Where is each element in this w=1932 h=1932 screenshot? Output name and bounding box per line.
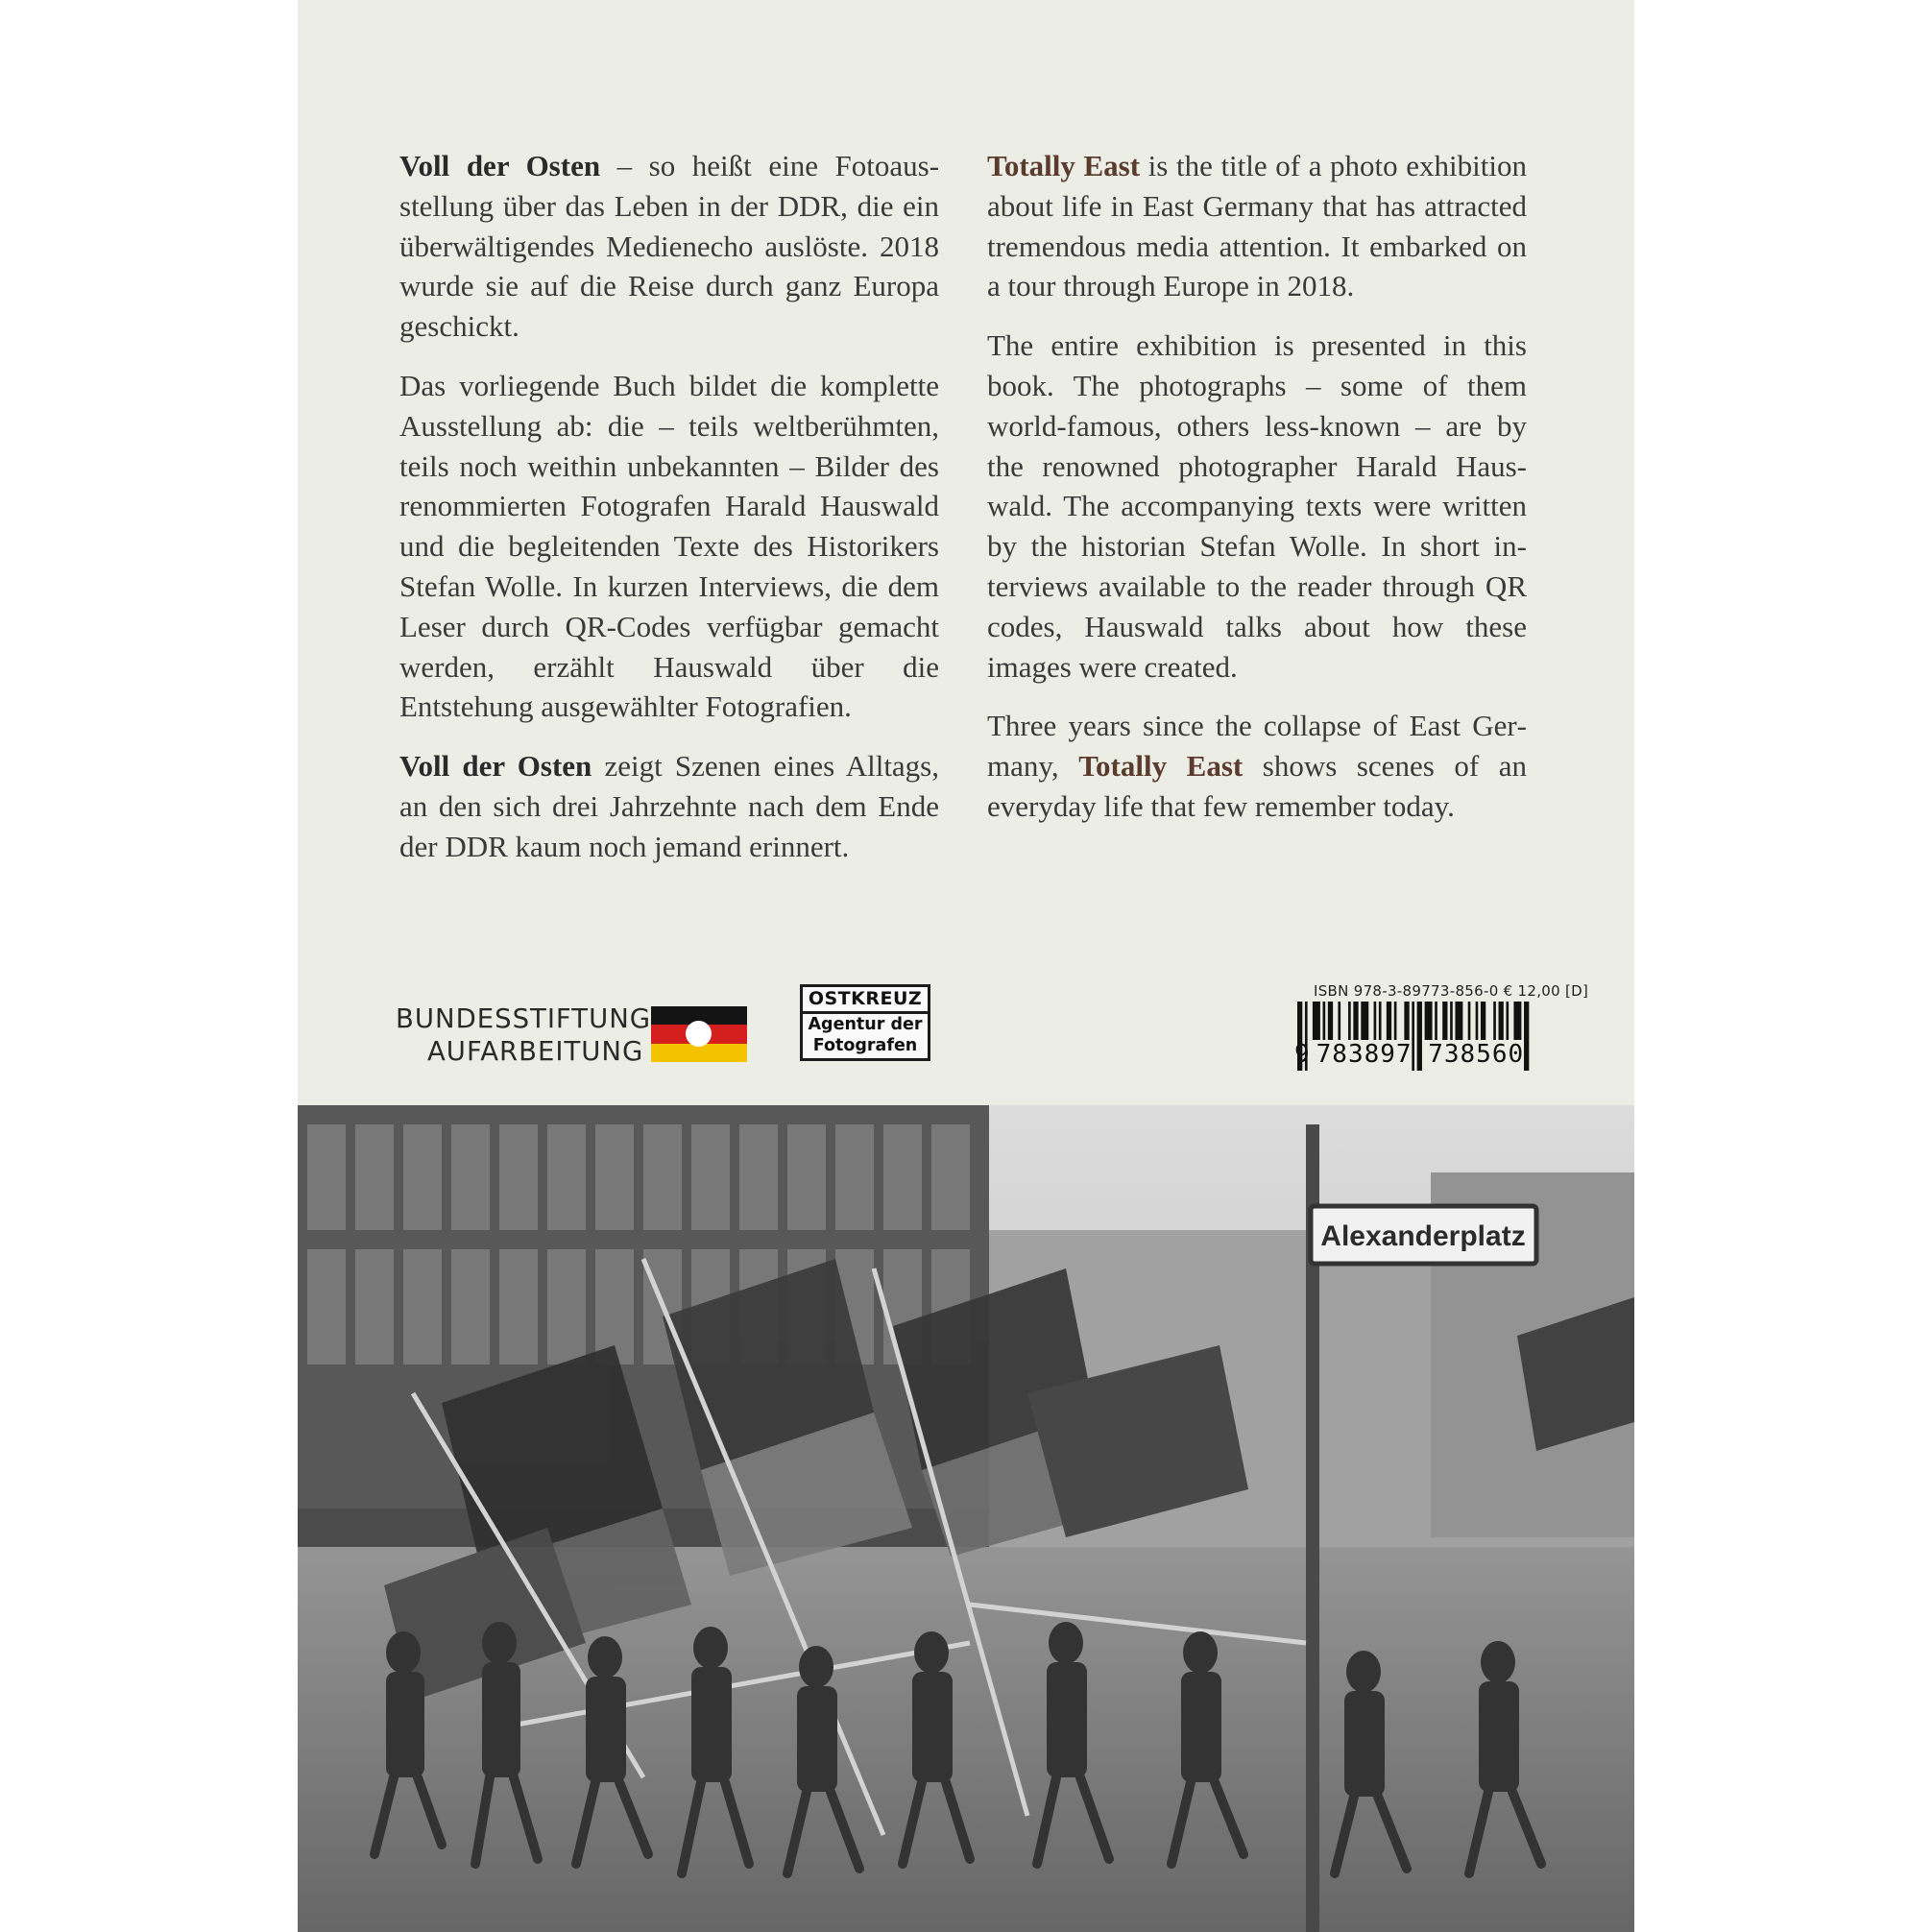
- german-title-bold-2: Voll der Osten: [399, 749, 592, 784]
- barcode-lead-digit: 9: [1294, 1040, 1311, 1069]
- book-back-cover: [298, 0, 1634, 1932]
- english-paragraph-3-text: shows scenes of an everyday life that few remember today.: [987, 749, 1527, 823]
- german-title-bold: Voll der Osten: [399, 149, 601, 182]
- barcode-number: 783897 738560: [1316, 1040, 1525, 1069]
- bundesstiftung-line-2: AUFARBEITUNG: [427, 1036, 644, 1067]
- ostkreuz-title: OSTKREUZ: [803, 987, 928, 1014]
- english-text-column: [987, 146, 1527, 846]
- ostkreuz-line-2: Fotografen: [812, 1036, 918, 1055]
- barcode-digits: [1294, 1040, 1524, 1069]
- german-flag-icon: [651, 1006, 747, 1062]
- english-paragraph-2: The entire exhibition is presented in this book. The photographs – some of them world-famous, others less-known – are by the renowned photographer Harald Hauswald. The accompanying texts were written by the historian Stefan Wolle. In short interviews available to the reader through QR codes, Hauswald talks about how these images were created.: [987, 328, 1527, 684]
- german-paragraph-2: Das vorliegende Buch bildet die komplette Ausstellung ab: die – teils weltberühmten, teils noch weithin unbekannten – Bilder des renommierten Fotografen Harald Hauswald und die begleitenden Texte des Historikers Stefan Wolle. In kurzen Interviews, die dem Leser durch QR-Codes verfügbar gemacht werden, erzählt Hauswald über die Entstehung ausgewählter Fotografien.: [399, 368, 939, 724]
- english-title-bold-2: Totally East: [1078, 749, 1244, 784]
- english-title-bold: Totally East: [987, 149, 1141, 182]
- german-text-column: [399, 146, 939, 886]
- german-paragraph-3-text: zeigt Szenen eines Alltags, an den sich drei Jahrzehnte nach dem Ende der DDR kaum noch jemand erinnert.: [399, 749, 939, 863]
- bundesstiftung-line-1: BUNDESSTIFTUNG: [396, 1003, 652, 1034]
- german-paragraph-3: [399, 746, 939, 866]
- german-paragraph-1-text: – so heißt eine Fotoausstellung über das Leben in der DDR, die ein überwältigendes Medienecho auslöste. 2018 wurde sie auf die Reise durch ganz Europa geschickt.: [399, 149, 940, 344]
- ostkreuz-line-1: Agentur der: [808, 1015, 923, 1034]
- ostkreuz-logo: [800, 984, 930, 1061]
- german-paragraph-1: [399, 146, 939, 347]
- english-paragraph-1: [987, 146, 1527, 306]
- cover-photograph: [298, 1105, 1634, 1932]
- english-paragraph-3-lead: Three years since the collapse of East Germany,: [987, 709, 1527, 784]
- bundesstiftung-logo-text: [396, 1002, 651, 1068]
- english-paragraph-3: [987, 706, 1527, 826]
- street-sign-text: Alexanderplatz: [1320, 1220, 1526, 1252]
- english-paragraph-1-text: is the title of a photo exhibition about life in East Germany that has attracted tremendous media attention. It embarked on a tour through Europe in 2018.: [987, 149, 1527, 303]
- isbn-price-label: ISBN 978-3-89773-856-0 € 12,00 [D]: [1314, 982, 1589, 1000]
